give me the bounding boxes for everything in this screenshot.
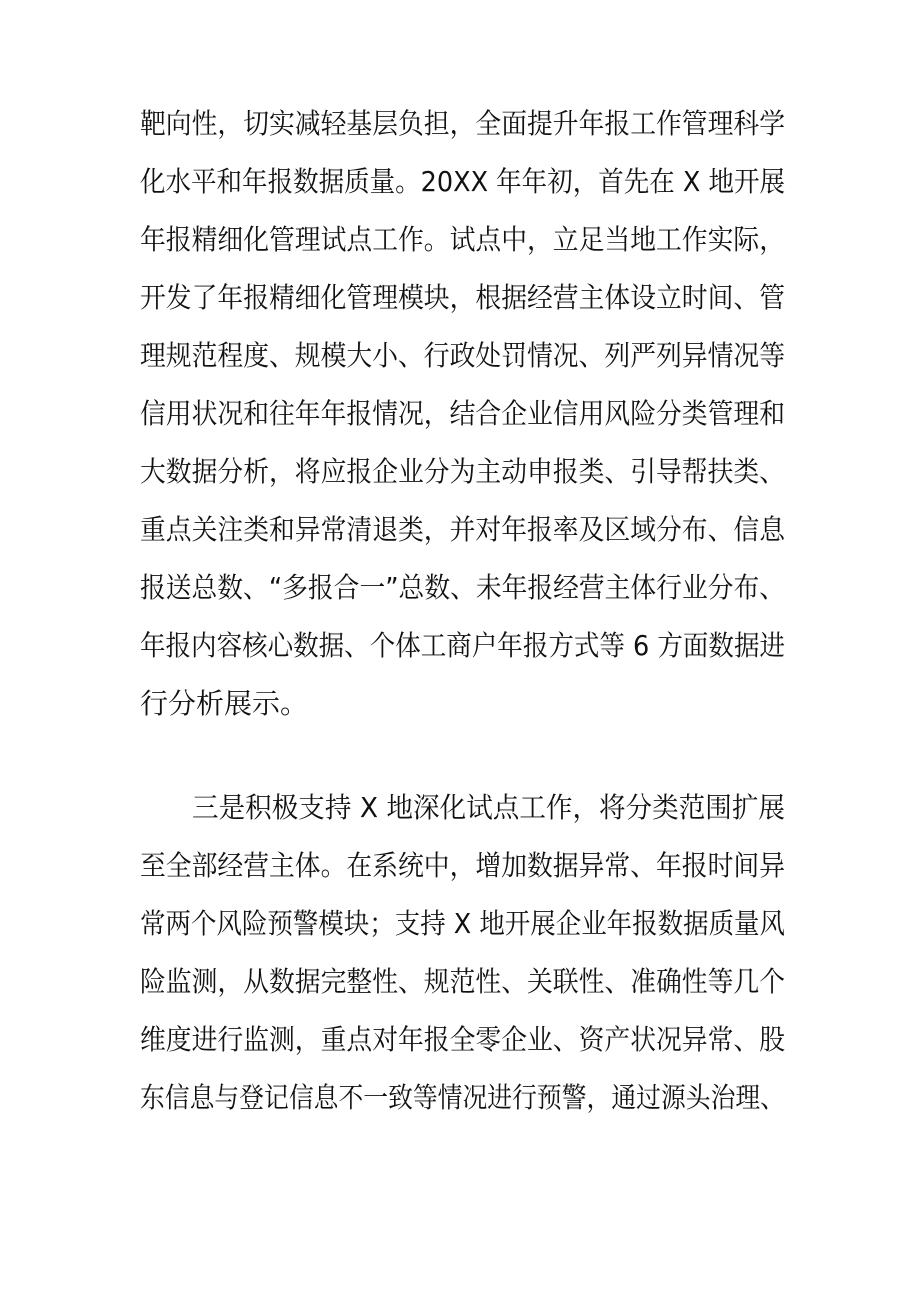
text-line — [0, 953, 920, 1011]
text-line — [0, 153, 920, 211]
line-text: 重点关注类和异常清退类，并对年报率及区域分布、信息 — [140, 513, 785, 546]
line-text: 年报精细化管理试点工作。试点中，立足当地工作实际， — [140, 223, 785, 256]
text-line — [0, 779, 920, 837]
text-line — [0, 211, 920, 269]
line-text: 信用状况和往年年报情况，结合企业信用风险分类管理和 — [140, 397, 785, 430]
text-line — [0, 269, 920, 327]
line-text: 年报内容核心数据、个体工商户年报方式等 6 方面数据进 — [140, 629, 785, 662]
text-line — [0, 385, 920, 443]
line-text: 开发了年报精细化管理模块，根据经营主体设立时间、管 — [140, 281, 785, 314]
line-text: 理规范程度、规模大小、行政处罚情况、列严列异情况等 — [140, 339, 785, 372]
line-text: 三是积极支持 X 地深化试点工作，将分类范围扩展 — [192, 791, 785, 824]
text-line — [0, 617, 920, 675]
text-line — [0, 1011, 920, 1069]
text-line — [0, 95, 920, 153]
text-line — [0, 559, 920, 617]
line-text: 维度进行监测，重点对年报全零企业、资产状况异常、股 — [140, 1023, 785, 1056]
text-line — [0, 895, 920, 953]
text-line — [0, 1069, 920, 1127]
line-text: 至全部经营主体。在系统中，增加数据异常、年报时间异 — [140, 849, 785, 882]
text-line — [0, 837, 920, 895]
text-line — [0, 675, 920, 733]
line-text: 行分析展示。 — [140, 687, 309, 720]
text-line — [0, 443, 920, 501]
line-text: 靶向性，切实减轻基层负担，全面提升年报工作管理科学 — [140, 107, 785, 140]
line-text: 险监测，从数据完整性、规范性、关联性、准确性等几个 — [140, 965, 785, 998]
line-text: 大数据分析，将应报企业分为主动申报类、引导帮扶类、 — [140, 455, 785, 488]
line-text: 化水平和年报数据质量。20XX 年年初，首先在 X 地开展 — [140, 165, 785, 198]
text-line — [0, 501, 920, 559]
line-text: 东信息与登记信息不一致等情况进行预警，通过源头治理、 — [140, 1081, 785, 1114]
line-text: 报送总数、“多报合一”总数、未年报经营主体行业分布、 — [140, 571, 785, 604]
line-text: 常两个风险预警模块；支持 X 地开展企业年报数据质量风 — [140, 907, 785, 940]
text-line — [0, 327, 920, 385]
